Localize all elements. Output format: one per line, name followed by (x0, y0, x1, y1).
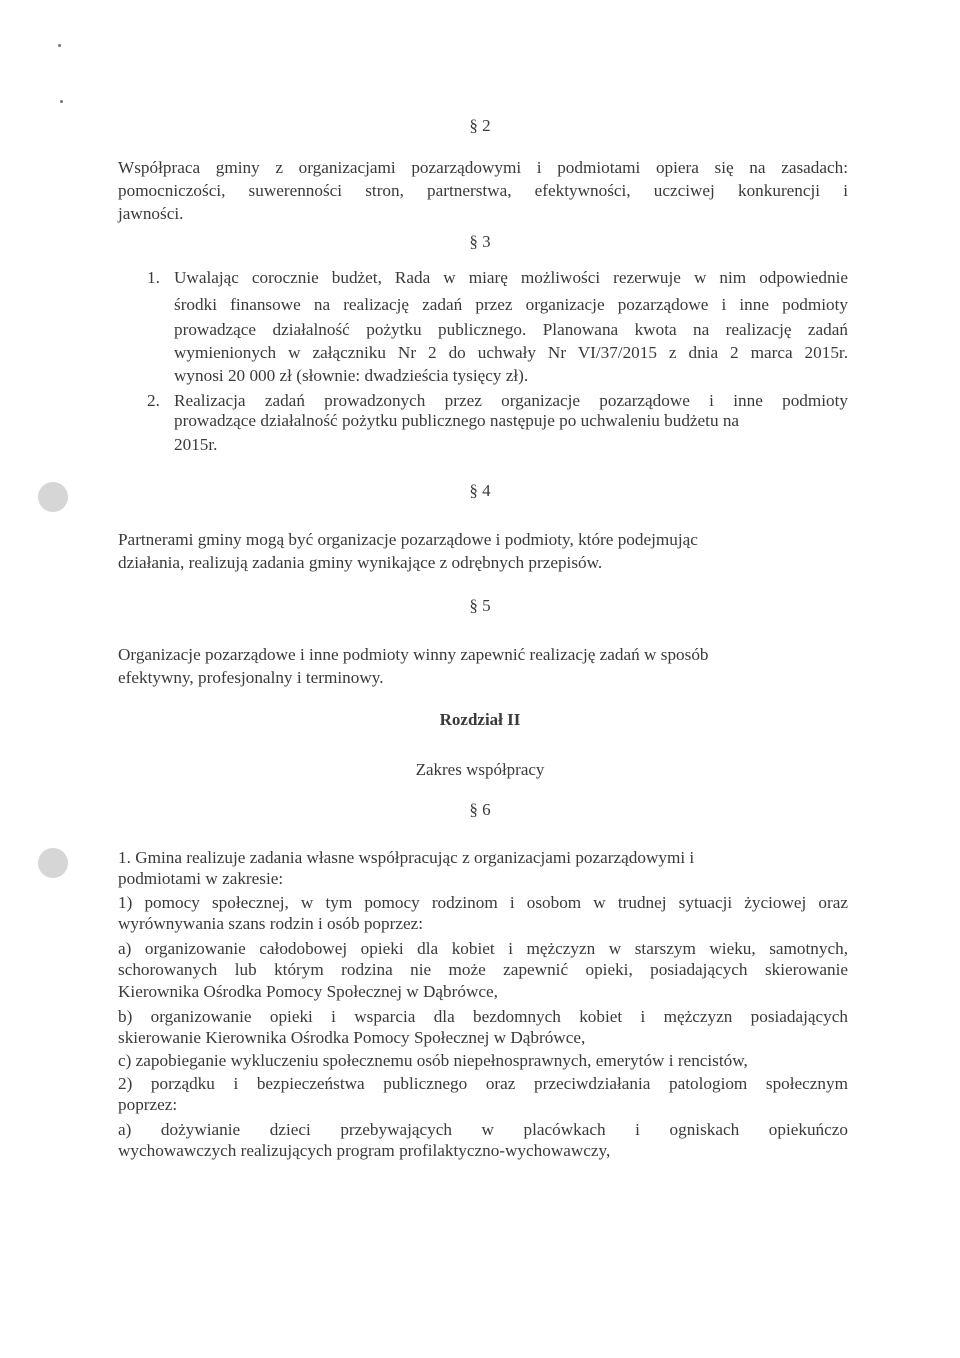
paragraph-line: wyrównywania szans rodzin i osób poprzez: (118, 914, 423, 933)
section-heading-2: § 2 (469, 116, 491, 135)
paragraph-line: poprzez: (118, 1095, 178, 1114)
list-item-line: wynosi 20 000 zł (słownie: dwadzieścia tysięcy zł). (174, 366, 529, 385)
paragraph-line: działania, realizują zadania gminy wynikające z odrębnych przepisów. (118, 553, 603, 572)
chapter-title: Rozdział II (439, 710, 521, 729)
paragraph-line: 1) pomocy społecznej, w tym pomocy rodzinom i osobom w trudnej sytuacji życiowej oraz (118, 893, 848, 912)
list-number: 1. (147, 268, 160, 287)
scan-speck (58, 44, 61, 47)
list-item-line: Realizacja zadań prowadzonych przez organizacje pozarządowe i inne podmioty (174, 391, 848, 410)
paragraph-line: Partnerami gminy mogą być organizacje pozarządowe i podmioty, które podejmując (118, 530, 698, 549)
paragraph-line: schorowanych lub którym rodzina nie może zapewnić opieki, posiadających skierowanie (118, 960, 848, 979)
paragraph-line: Współpraca gminy z organizacjami pozarządowymi i podmiotami opiera się na zasadach: (118, 158, 848, 177)
paragraph-line: c) zapobieganie wykluczeniu społecznemu osób niepełnosprawnych, emerytów i rencistów, (118, 1051, 748, 1070)
list-item-line: środki finansowe na realizację zadań przez organizacje pozarządowe i inne podmioty (174, 295, 848, 314)
section-heading-4: § 4 (469, 481, 491, 500)
list-number: 2. (147, 391, 160, 410)
paragraph-line: 1. Gmina realizuje zadania własne współpracując z organizacjami pozarządowymi i (118, 848, 695, 867)
paragraph-line: b) organizowanie opieki i wsparcia dla bezdomnych kobiet i mężczyzn posiadających (118, 1007, 848, 1026)
paragraph-line: pomocniczości, suwerenności stron, partnerstwa, efektywności, uczciwej konkurencji i (118, 181, 848, 200)
list-item-line: prowadzące działalność pożytku publicznego następuje po uchwaleniu budżetu na (174, 411, 740, 430)
punch-hole (38, 848, 68, 878)
scan-speck (60, 100, 63, 103)
paragraph-line: jawności. (118, 204, 184, 223)
chapter-subtitle: Zakres współpracy (415, 760, 545, 779)
paragraph-line: wychowawczych realizujących program profilaktyczno-wychowawczy, (118, 1141, 611, 1160)
section-heading-6: § 6 (469, 800, 491, 819)
list-item-line: 2015r. (174, 435, 218, 454)
paragraph-line: a) organizowanie całodobowej opieki dla kobiet i mężczyzn w starszym wieku, samotnych, (118, 939, 848, 958)
list-item-line: wymienionych w załączniku Nr 2 do uchwały Nr VI/37/2015 z dnia 2 marca 2015r. (174, 343, 848, 362)
paragraph-line: Organizacje pozarządowe i inne podmioty winny zapewnić realizację zadań w sposób (118, 645, 709, 664)
list-item-line: prowadzące działalność pożytku publicznego. Planowana kwota na realizację zadań (174, 320, 848, 339)
paragraph-line: 2) porządku i bezpieczeństwa publicznego oraz przeciwdziałania patologiom społecznym (118, 1074, 848, 1093)
paragraph-line: Kierownika Ośrodka Pomocy Społecznej w Dąbrówce, (118, 982, 498, 1001)
section-heading-3: § 3 (469, 232, 491, 251)
paragraph-line: a) dożywianie dzieci przebywających w placówkach i ogniskach opiekuńczo (118, 1120, 848, 1139)
list-item-line: Uwalając corocznie budżet, Rada w miarę możliwości rezerwuje w nim odpowiednie (174, 268, 848, 287)
section-heading-5: § 5 (469, 596, 491, 615)
paragraph-line: efektywny, profesjonalny i terminowy. (118, 668, 384, 687)
paragraph-line: podmiotami w zakresie: (118, 869, 284, 888)
paragraph-line: skierowanie Kierownika Ośrodka Pomocy Społecznej w Dąbrówce, (118, 1028, 586, 1047)
